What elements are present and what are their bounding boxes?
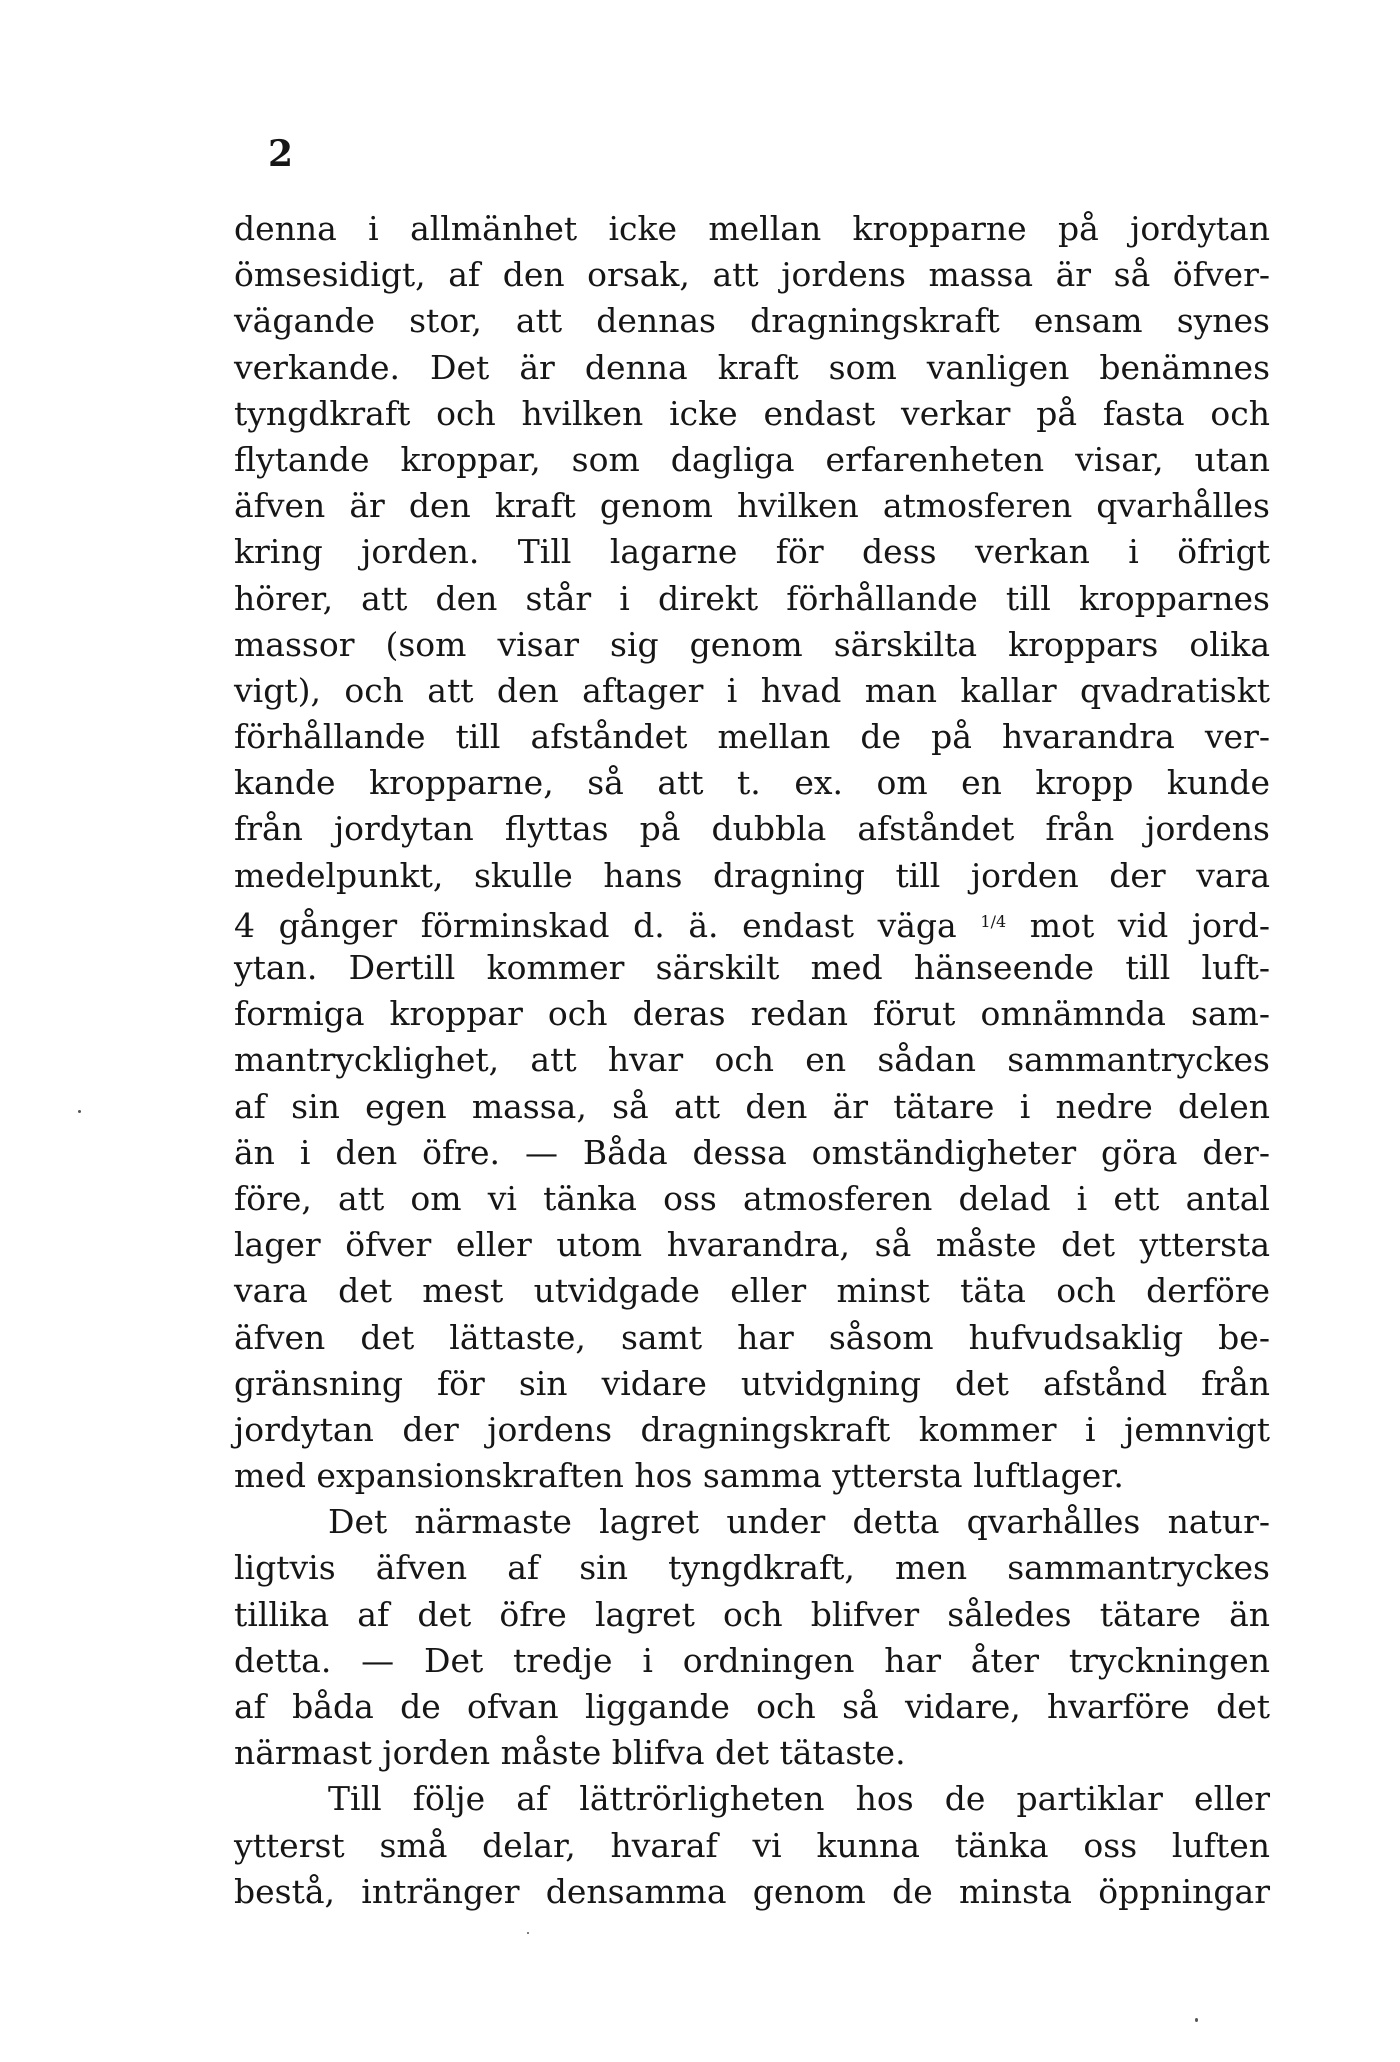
text-line: ytan. Dertill kommer särskilt med hänseende till luft- [234,948,1270,987]
text-line: medelpunkt, skulle hans dragning till jorden der vara [234,855,1270,895]
text-line: kring jorden. Till lagarne för dess verkan i öfrigt [234,532,1270,572]
text-line: vägande stor, att dennas dragningskraft ensam synes [234,301,1270,341]
text-line: Det närmaste lagret under detta qvarhålles natur- [328,1502,1270,1542]
text-line: af sin egen massa, så att den är tätare i nedre delen [234,1086,1270,1126]
text-line: före, att om vi tänka oss atmosferen delad i ett antal [234,1178,1270,1218]
fraction-one-quarter: 1/4 [980,911,1007,931]
text-line: denna i allmänhet icke mellan kropparne på jordytan [234,209,1270,248]
text-line: än i den öfre. — Båda dessa omständigheter göra der- [234,1132,1270,1172]
text-line: mantrycklighet, att hvar och en sådan sammantryckes [234,1040,1270,1080]
text-line-with-fraction [234,899,1270,945]
text-line: äfven det lättaste, samt har såsom hufvudsaklig be- [234,1317,1270,1357]
text-line: kande kropparne, så att t. ex. om en kropp kunde [234,763,1270,803]
print-speck [1195,2018,1198,2022]
text-segment: mot vid jord- [1029,905,1270,945]
body-text [234,206,1270,1915]
text-line: hörer, att den står i direkt förhållande till kropparnes [234,578,1270,618]
text-line: Till följe af lättrörligheten hos de partiklar eller [328,1779,1270,1819]
text-line: närmast jorden måste blifva det tätaste. [234,1733,906,1773]
text-line: med expansionskraften hos samma yttersta luftlager. [234,1456,1124,1496]
text-line: ytterst små delar, hvaraf vi kunna tänka oss luften [234,1825,1270,1865]
text-line: formiga kroppar och deras redan förut omnämnda sam- [234,994,1270,1034]
print-speck [527,1932,529,1934]
text-line: af båda de ofvan liggande och så vidare, hvarföre det [234,1687,1270,1726]
text-line: jordytan der jordens dragningskraft kommer i jemnvigt [234,1409,1270,1449]
text-line: ligtvis äfven af sin tyngdkraft, men sammantryckes [234,1548,1270,1588]
text-line: bestå, intränger densamma genom de minsta öppningar [234,1871,1270,1911]
text-line: tyngdkraft och hvilken icke endast verkar på fasta och [234,393,1270,433]
text-segment: 4 gånger förminskad d. ä. endast väga [234,905,957,945]
text-line: tillika af det öfre lagret och blifver således tätare än [234,1594,1270,1634]
text-line: äfven är den kraft genom hvilken atmosferen qvarhålles [234,486,1270,526]
text-line: detta. — Det tredje i ordningen har åter tryckningen [234,1640,1270,1680]
text-line: lager öfver eller utom hvarandra, så måste det yttersta [234,1225,1270,1265]
text-line: förhållande till afståndet mellan de på hvarandra ver- [234,717,1270,757]
text-line: gränsning för sin vidare utvidgning det afstånd från [234,1363,1270,1403]
text-line: vigt), och att den aftager i hvad man kallar qvadratiskt [234,670,1270,710]
text-line: flytande kroppar, som dagliga erfarenheten visar, utan [234,439,1270,479]
text-line: från jordytan flyttas på dubbla afståndet från jordens [234,809,1270,849]
page-number: 2 [268,133,294,175]
text-line: massor (som visar sig genom särskilta kroppars olika [234,624,1270,664]
print-speck [78,1110,81,1113]
text-line: ömsesidigt, af den orsak, att jordens massa är så öfver- [234,255,1270,295]
text-line: verkande. Det är denna kraft som vanligen benämnes [234,347,1270,387]
text-line: vara det mest utvidgade eller minst täta och derföre [234,1271,1270,1311]
